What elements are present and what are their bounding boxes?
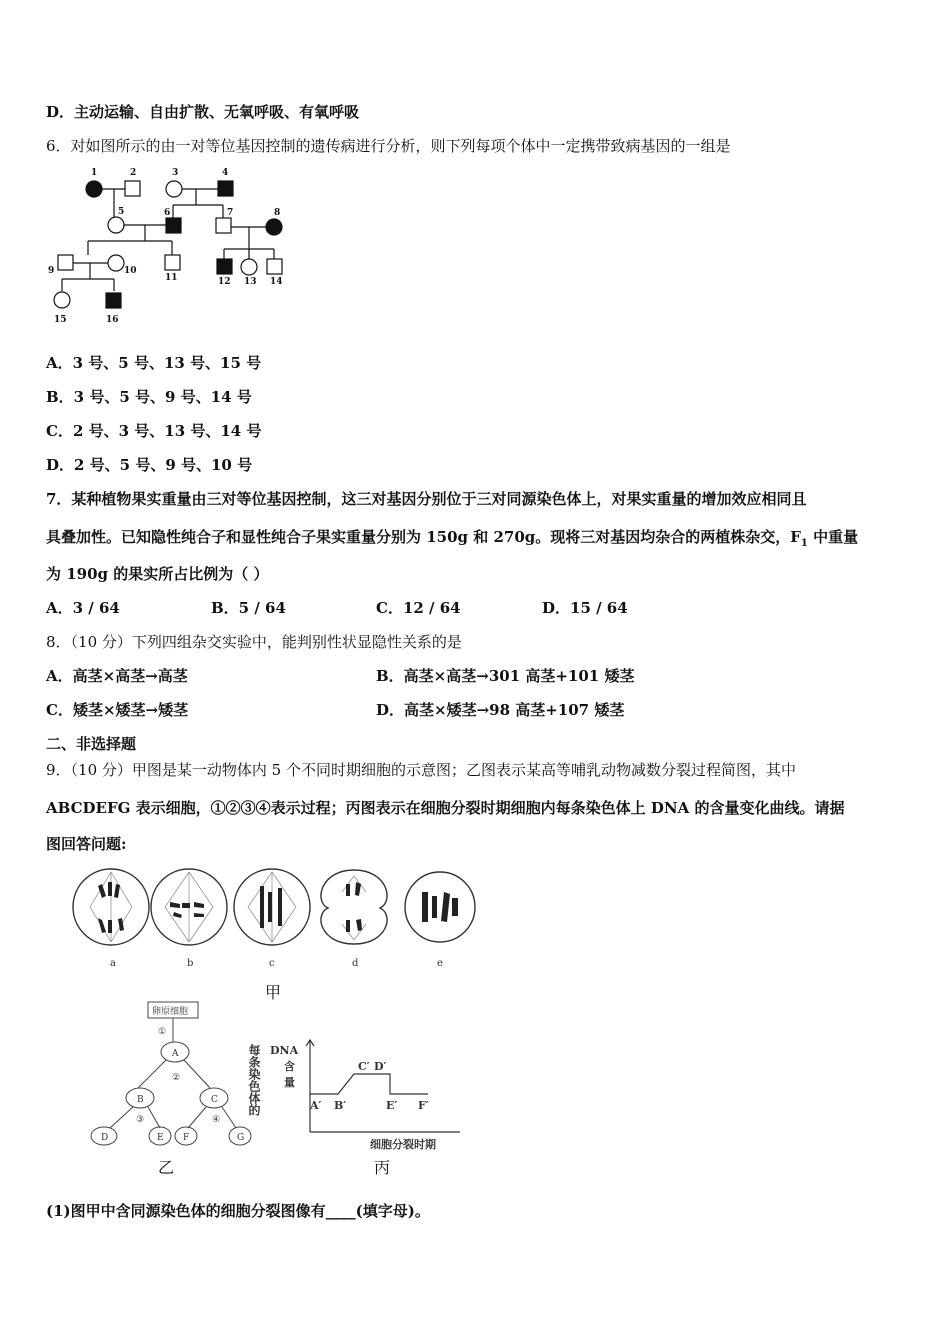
- pedigree-label-6: 6: [164, 208, 171, 218]
- bing-point-a: A′: [310, 1099, 322, 1112]
- q7-line2-sub: 1: [800, 538, 808, 549]
- node-label-d: D: [101, 1133, 109, 1143]
- bing-point-d: D′: [374, 1060, 387, 1073]
- step-4: ④: [212, 1115, 221, 1125]
- q9-sub1: (1)图甲中含同源染色体的细胞分裂图像有____(填字母)。: [46, 1202, 430, 1220]
- q8-option-b: B．高茎×高茎→301 高茎+101 矮茎: [376, 667, 635, 685]
- step-1: ①: [158, 1027, 167, 1037]
- bing-ylabel-2: 含: [284, 1060, 295, 1073]
- pedigree-label-1: 1: [91, 168, 98, 178]
- pedigree-label-7: 7: [227, 208, 234, 218]
- pedigree-label-12: 12: [218, 277, 231, 287]
- q9-line3: 图回答问题:: [46, 835, 127, 853]
- pedigree-label-2: 2: [130, 168, 137, 178]
- person-15-female: [54, 292, 70, 308]
- pedigree-label-4: 4: [222, 168, 229, 178]
- figure-jia-cells: [70, 862, 482, 970]
- person-8-affected-female: [266, 219, 282, 235]
- q7-line3: 为 190g 的果实所占比例为（ ）: [46, 565, 269, 583]
- person-1-affected-female: [86, 181, 102, 197]
- figure-yi-caption: 乙: [158, 1158, 175, 1177]
- pedigree-label-10: 10: [124, 266, 137, 276]
- bing-ylabel-vertical: 每条染色体的: [247, 1044, 261, 1116]
- person-5-female: [108, 217, 124, 233]
- q7-option-b: B．5 / 64: [211, 599, 286, 617]
- q7-line2-pre: 具叠加性。已知隐性纯合子和显性纯合子果实重量分别为 150g 和 270g。现将三对基因均杂合的两植株杂交，F: [46, 528, 801, 546]
- q7-option-d: D．15 / 64: [542, 599, 628, 617]
- person-11-male: [165, 255, 180, 270]
- person-2-male: [125, 181, 140, 196]
- cell-d: [321, 870, 387, 944]
- node-label-f: F: [183, 1133, 190, 1143]
- node-label-g: G: [237, 1133, 245, 1143]
- pedigree-label-15: 15: [54, 315, 67, 325]
- person-16-affected-male: [106, 293, 121, 308]
- q7-option-c: C．12 / 64: [376, 599, 461, 617]
- person-10-female: [108, 255, 124, 271]
- node-label-b: B: [137, 1095, 144, 1105]
- pedigree-figure: [46, 165, 296, 327]
- node-label-c: C: [211, 1095, 218, 1105]
- pedigree-label-13: 13: [244, 277, 257, 287]
- person-7-male: [216, 218, 231, 233]
- pedigree-label-3: 3: [172, 168, 179, 178]
- q7-line2-post: 中重量: [807, 528, 859, 546]
- bing-xlabel: 细胞分裂时期: [370, 1138, 436, 1151]
- q8-stem: 8．（10 分）下列四组杂交实验中，能判别性状显隐性关系的是: [46, 633, 462, 651]
- step-2: ②: [172, 1073, 181, 1083]
- q7-line2: [46, 526, 858, 555]
- person-3-female: [166, 181, 182, 197]
- node-label-a: A: [172, 1049, 179, 1059]
- q6-option-d: D．2 号、5 号、9 号、10 号: [46, 456, 253, 474]
- bing-point-b: B′: [334, 1099, 347, 1112]
- person-9-male: [58, 255, 73, 270]
- person-13-female: [241, 259, 257, 275]
- pedigree-label-14: 14: [270, 277, 283, 287]
- q5-option-d: D．主动运输、自由扩散、无氧呼吸、有氧呼吸: [46, 103, 360, 121]
- bing-ylabel-3: 量: [284, 1076, 295, 1089]
- cell-label-b: b: [187, 958, 194, 969]
- cell-e: [405, 872, 475, 942]
- bing-point-c: C′: [358, 1060, 370, 1073]
- figure-yi-tree: [88, 1000, 258, 1150]
- q6-option-a: A．3 号、5 号、13 号、15 号: [46, 354, 262, 372]
- person-6-affected-male: [166, 218, 181, 233]
- person-4-affected-male: [218, 181, 233, 196]
- q8-option-c: C．矮茎×矮茎→矮茎: [46, 701, 189, 719]
- bing-point-f: F′: [418, 1099, 429, 1112]
- pedigree-label-16: 16: [106, 315, 119, 325]
- bing-dna-curve: [310, 1074, 428, 1094]
- pedigree-label-11: 11: [165, 273, 178, 283]
- figure-bing-caption: 丙: [374, 1158, 391, 1177]
- pedigree-label-8: 8: [274, 208, 281, 218]
- section-2-heading: 二、非选择题: [46, 735, 137, 753]
- cell-label-e: e: [437, 958, 443, 969]
- cell-label-c: c: [269, 958, 275, 969]
- bing-ylabel-dna: DNA: [270, 1044, 299, 1057]
- bing-point-e: E′: [386, 1099, 398, 1112]
- q6-option-b: B．3 号、5 号、9 号、14 号: [46, 388, 252, 406]
- q7-option-a: A．3 / 64: [46, 599, 120, 617]
- pedigree-label-5: 5: [118, 207, 125, 217]
- q6-option-c: C．2 号、3 号、13 号、14 号: [46, 422, 262, 440]
- q6-stem: 6．对如图所示的由一对等位基因控制的遗传病进行分析，则下列每项个体中一定携带致病基因的一组是: [46, 137, 731, 155]
- cell-label-d: d: [352, 958, 359, 969]
- person-14-male: [267, 259, 282, 274]
- figure-jia-caption: 甲: [265, 983, 282, 1002]
- q9-line2: ABCDEFG 表示细胞，①②③④表示过程；丙图表示在细胞分裂时期细胞内每条染色体上 DNA 的含量变化曲线。请据: [46, 799, 845, 817]
- q7-line1: 7．某种植物果实重量由三对等位基因控制，这三对基因分别位于三对同源染色体上，对果实重量的增加效应相同且: [46, 490, 807, 508]
- oogonium-label: 卵原细胞: [152, 1007, 189, 1017]
- q8-option-d: D．高茎×矮茎→98 高茎+107 矮茎: [376, 701, 625, 719]
- figure-bing-graph: [247, 1036, 470, 1154]
- person-12-affected-male: [217, 259, 232, 274]
- step-3: ③: [136, 1115, 145, 1125]
- pedigree-label-9: 9: [48, 266, 55, 276]
- cell-label-a: a: [110, 958, 116, 969]
- node-label-e: E: [157, 1133, 164, 1143]
- q8-option-a: A．高茎×高茎→高茎: [46, 667, 188, 685]
- q9-line1: 9．（10 分）甲图是某一动物体内 5 个不同时期细胞的示意图；乙图表示某高等哺乳动物减数分裂过程简图，其中: [46, 761, 796, 779]
